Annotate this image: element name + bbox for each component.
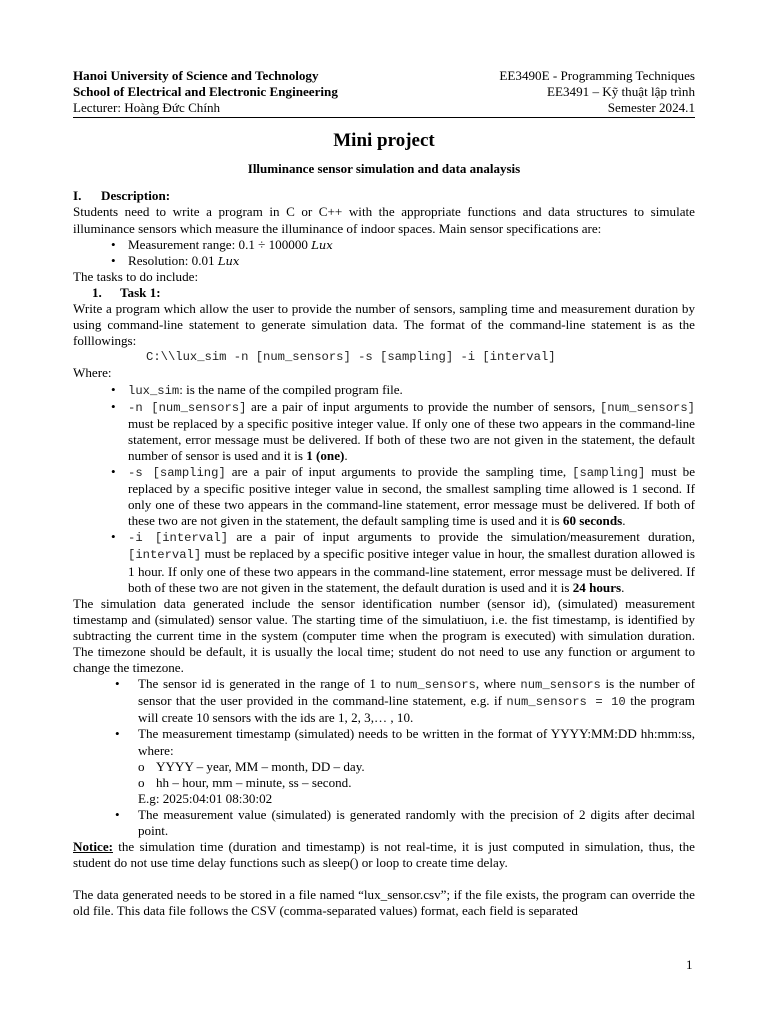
- task-number: 1.: [92, 284, 102, 300]
- timestamp-sublist: [138, 759, 695, 791]
- course-code-en: EE3490E - Programming Techniques: [499, 68, 695, 83]
- document-page: [73, 68, 695, 920]
- lecturer-name: Lecturer: Hoàng Đức Chính: [73, 100, 221, 116]
- page-number: 1: [686, 957, 693, 972]
- notice-label: Notice:: [73, 839, 113, 855]
- header-left: [73, 68, 338, 116]
- simulation-data-paragraph: The simulation data generated include the sensor identification number (sensor id), (simulated) measurement timestamp and (simulated) sensor value. The starting time of the simulatiuon, i.e. the fist timestamp, is identified by subtracting the current time in the system (computer time when the program is executed) with simulation duration. The timezone should be default, it is usually the local time; student do not need to use any function or argument to change the timezone.: [73, 595, 695, 676]
- where-label: Where:: [73, 365, 112, 381]
- course-code-vn: EE3491 – Kỹ thuật lập trình: [546, 84, 695, 100]
- spec-list: [73, 237, 695, 269]
- field-value: • The measurement value (simulated) is generated randomly with the precision of 2 digits after decimal point.: [73, 807, 695, 839]
- header-right: [499, 68, 695, 116]
- argument-item-sampling: • -s [sampling] are a pair of input arguments to provide the sampling time, [sampling] must be replaced by a specific positive integer value in second, the smallest sampling time allowed is 1 second. If only one of these two appears in the command-line statement, error message must be delivered. If both of these two are not given in the statement, the default sampling time is used and it is 60 seconds.: [73, 464, 695, 529]
- page-subtitle: Illuminance sensor simulation and data analaysis: [247, 161, 521, 177]
- timestamp-date-parts: o YYYY – year, MM – month, DD – day.: [138, 759, 695, 775]
- school-name: School of Electrical and Electronic Engineering: [73, 84, 338, 100]
- tasks-intro: The tasks to do include:: [73, 268, 199, 284]
- argument-item-program: • lux_sim: is the name of the compiled program file.: [73, 382, 695, 399]
- timestamp-time-parts: o hh – hour, mm – minute, ss – second.: [138, 775, 695, 791]
- page-title: Mini project: [333, 130, 435, 152]
- command-line-example: C:\\lux_sim -n [num_sensors] -s [sampling] -i [interval]: [146, 350, 556, 365]
- file-paragraph: The data generated needs to be stored in a file named “lux_sensor.csv”; if the file exists, the program can override the old file. This data file follows the CSV (comma-separated values) format, each field is separated: [73, 887, 695, 919]
- section-number: I.: [73, 188, 82, 204]
- semester: Semester 2024.1: [607, 100, 695, 116]
- argument-item-num-sensors: • -n [num_sensors] are a pair of input arguments to provide the number of sensors, [num_sensors] must be replaced by a specific positive integer value. If only one of these two appears in the command-line statement, error message must be delivered. If both of these two are not given in the statement, the default number of sensor is used and it is 1 (one).: [73, 399, 695, 464]
- university-name: Hanoi University of Science and Technology: [73, 68, 319, 83]
- argument-item-interval: • -i [interval] are a pair of input arguments to provide the simulation/measurement duration, [interval] must be replaced by a specific positive integer value in hour, the smallest duration allowed is 1 hour. If only one of these two appears in the command-line statement, error message must be delivered. If both of these two are not given in the statement, the default duration is used and it is 24 hours.: [73, 529, 695, 595]
- task-heading: [92, 285, 695, 301]
- spec-range: • Measurement range: 0.1 ÷ 100000 Lux: [73, 237, 695, 253]
- simulation-fields-list: [73, 676, 695, 839]
- page-header: [73, 68, 695, 118]
- section-heading-description: [73, 188, 695, 204]
- argument-list: [73, 382, 695, 596]
- description-intro: Students need to write a program in C or C++ with the appropriate functions and data structures to simulate illuminance sensors which measure the illuminance of indoor spaces. Main sensor specifications are:: [73, 204, 695, 236]
- task-paragraph: Write a program which allow the user to provide the number of sensors, sampling time and measurement duration by using command-line statement to generate simulation data. The format of the command-line statement is as the folllowings:: [73, 301, 695, 349]
- section-title: Description:: [101, 188, 171, 204]
- spec-resolution: • Resolution: 0.01 Lux: [73, 253, 695, 269]
- notice-paragraph: Notice: the simulation time (duration and timestamp) is not real-time, it is just computed in simulation, thus, the student do not use time delay functions such as sleep() or loop to create time delay.: [73, 839, 695, 871]
- field-sensor-id: • The sensor id is generated in the range of 1 to num_sensors, where num_sensors is the number of sensor that the user provided in the command-line statement, e.g. if num_sensors = 10 the program will create 10 sensors with the ids are 1, 2, 3,… , 10.: [73, 676, 695, 726]
- task-title: Task 1:: [120, 284, 161, 300]
- timestamp-example: E.g: 2025:04:01 08:30:02: [138, 790, 273, 806]
- field-timestamp: • The measurement timestamp (simulated) needs to be written in the format of YYYY:MM:DD hh:mm:ss, where: o YYYY – year, MM – month, DD – day. o hh – hour, mm – minute, ss – second. E.g: 2025:04:01 08:30:02: [73, 726, 695, 806]
- paragraph-gap: [73, 871, 695, 887]
